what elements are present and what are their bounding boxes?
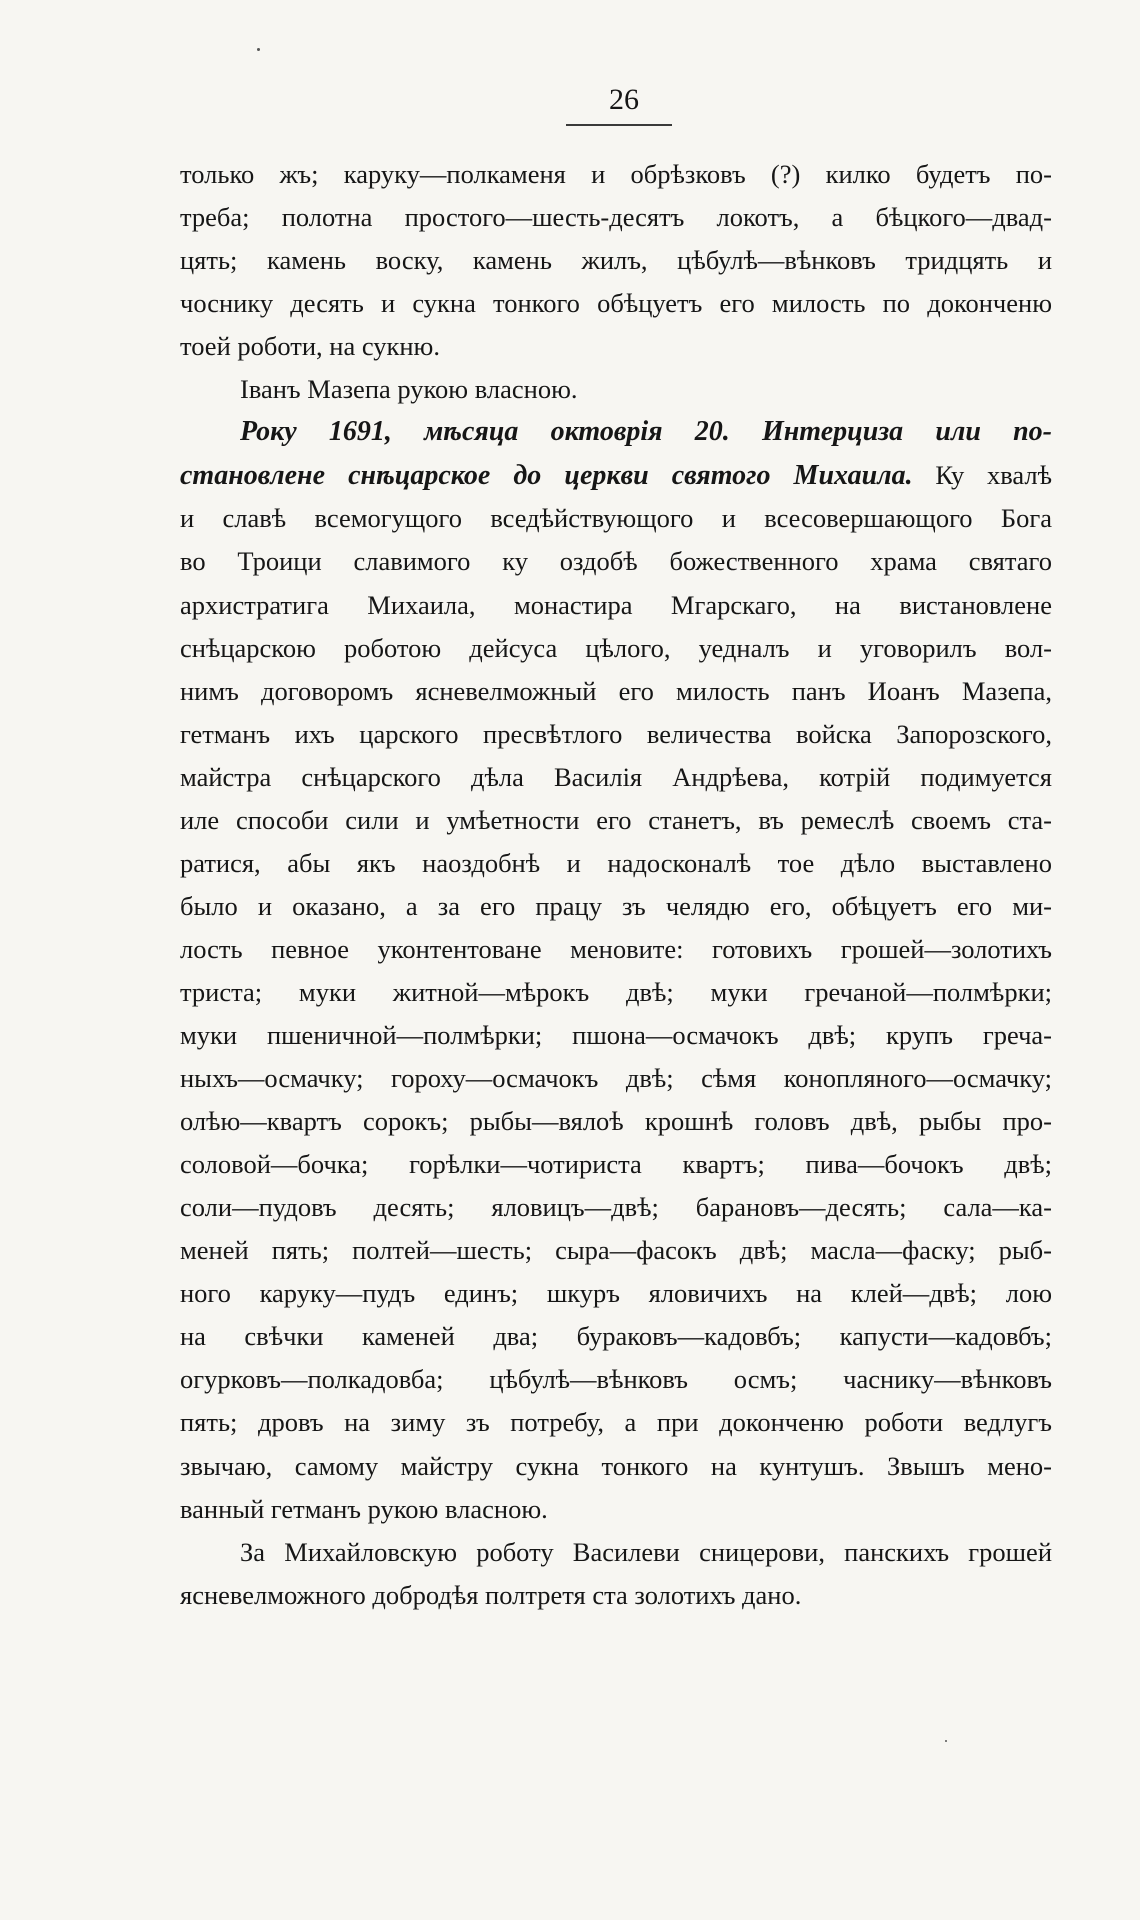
text-line: архистратига Михаила, монастира Мгарскаго, на вистановлене xyxy=(180,589,1052,620)
text-line: пять; дровъ на зиму зъ потребу, а при доконченю роботи ведлугъ xyxy=(180,1407,1052,1438)
text-line: гетманъ ихъ царского пресвѣтлого величества войска Запорозского, xyxy=(180,718,1052,749)
text-line: треба; полотна простого—шесть-десятъ локотъ, а бѣцкого—двад- xyxy=(180,202,1052,233)
text-line: За Михайловскую роботу Василеви сницерови, панскихъ грошей xyxy=(240,1536,1052,1567)
text-line: снѣцарскою роботою дейсуса цѣлого, уедналъ и уговорилъ вол- xyxy=(180,632,1052,663)
text-line: чоснику десять и сукна тонкого обѣцуетъ его милость по доконченю xyxy=(180,288,1052,319)
text-line: триста; муки житной—мѣрокъ двѣ; муки гречаной—полмѣрки; xyxy=(180,976,1052,1007)
text-line: только жъ; каруку—полкаменя и обрѣзковъ (?) килко будетъ по- xyxy=(180,159,1052,189)
text-line: и славѣ всемогущого вседѣйствующого и всесовершающого Бога xyxy=(180,503,1052,534)
text-line: огурковъ—полкадовба; цѣбулѣ—вѣнковъ осмъ; часнику—вѣнковъ xyxy=(180,1364,1052,1395)
text-line: лость певное уконтентоване меновите: готовихъ грошей—золотихъ xyxy=(180,933,1052,964)
italic-heading-text: становлене снѣцарское до церкви святого Михаила. xyxy=(180,460,913,492)
text-line: во Троици славимого ку оздобѣ божественного храма святаго xyxy=(180,546,1052,577)
page-number-rule xyxy=(566,124,672,126)
text-line: олѣю—квартъ сорокъ; рыбы—вялоѣ крошнѣ головъ двѣ, рыбы про- xyxy=(180,1106,1052,1137)
text-line: тоей роботи, на сукню. xyxy=(180,331,440,362)
text-line: Року 1691, мѣсяца октоврія 20. Интерциза или по- xyxy=(240,416,1052,448)
line-text: Ку хвалѣ xyxy=(912,460,1052,491)
text-line: ныхъ—осмачку; гороху—осмачокъ двѣ; сѣмя конопляного—осмачку; xyxy=(180,1063,1052,1094)
text-line: ного каруку—пудъ единъ; шкуръ яловичихъ на клей—двѣ; лою xyxy=(180,1278,1052,1309)
text-line: звычаю, самому майстру сукна тонкого на кунтушъ. Звышъ мено- xyxy=(180,1450,1052,1481)
dust-speck xyxy=(257,48,260,51)
text-line: было и оказано, а за его працу зъ челядю его, обѣцуетъ его ми- xyxy=(180,890,1052,921)
dust-speck xyxy=(945,1740,947,1742)
text-line: ясневелможного добродѣя полтретя ста золотихъ дано. xyxy=(180,1579,802,1610)
text-line: на свѣчки каменей два; бураковъ—кадовбъ; капусти—кадовбъ; xyxy=(180,1321,1052,1352)
text-line xyxy=(180,454,1052,496)
text-line: майстра снѣцарского дѣла Василія Андрѣева, котрій подимуется xyxy=(180,761,1052,792)
text-line: Іванъ Мазепа рукою власною. xyxy=(240,374,578,405)
text-line: нимъ договоромъ ясневелможный его милость панъ Иоанъ Мазепа, xyxy=(180,675,1052,706)
text-line: ратися, абы якъ наоздобнѣ и надосконалѣ тое дѣло выставлено xyxy=(180,847,1052,878)
text-line: соли—пудовъ десять; яловицъ—двѣ; барановъ—десять; сала—ка- xyxy=(180,1192,1052,1223)
text-line: иле способи сили и умѣетности его станетъ, въ ремеслѣ своемъ ста- xyxy=(180,804,1052,835)
page-number: 26 xyxy=(609,83,639,116)
text-line: цять; камень воску, камень жилъ, цѣбулѣ—вѣнковъ тридцять и xyxy=(180,245,1052,276)
text-line: меней пять; полтей—шесть; сыра—фасокъ двѣ; масла—фаску; рыб- xyxy=(180,1235,1052,1266)
text-line: ванный гетманъ рукою власною. xyxy=(180,1493,548,1524)
text-line: соловой—бочка; горѣлки—чотириста квартъ; пива—бочокъ двѣ; xyxy=(180,1149,1052,1180)
text-line: муки пшеничной—полмѣрки; пшона—осмачокъ двѣ; крупъ греча- xyxy=(180,1020,1052,1050)
